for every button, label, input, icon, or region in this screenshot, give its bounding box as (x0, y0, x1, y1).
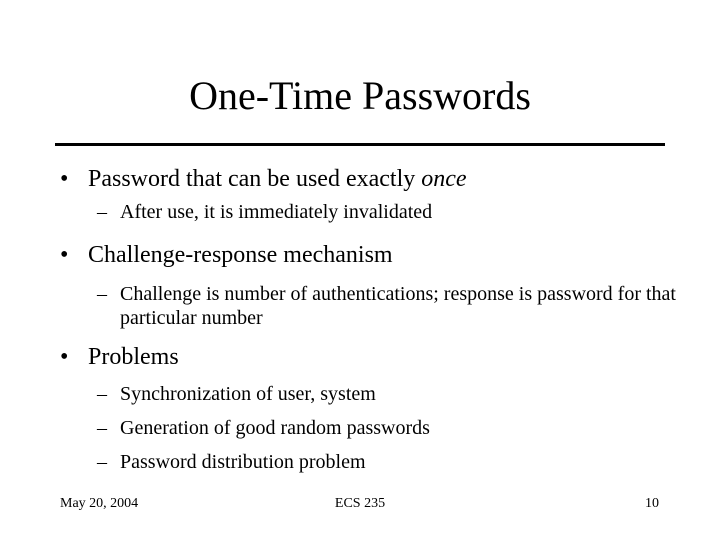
bullet-icon: • (60, 242, 69, 268)
sub-bullet-text: Password distribution problem (120, 451, 366, 473)
bullet-icon: • (60, 344, 69, 370)
bullet-item-one-time-password (60, 164, 680, 224)
footer-date: May 20, 2004 (60, 496, 139, 511)
bullet-text: Challenge-response mechanism (88, 242, 393, 268)
bullet-text: Problems (88, 344, 179, 370)
sub-bullet-item (60, 382, 680, 406)
bullet-item-challenge-response (60, 240, 680, 330)
dash-icon: – (97, 201, 107, 223)
sub-bullet-text: Synchronization of user, system (120, 383, 376, 405)
bullet-icon: • (60, 166, 69, 192)
sub-bullet-list (60, 200, 680, 224)
sub-bullet-item (60, 416, 680, 440)
dash-icon: – (97, 451, 107, 473)
bullet-item-problems (60, 342, 680, 474)
dash-icon: – (97, 383, 107, 405)
dash-icon: – (97, 283, 107, 305)
dash-icon: – (97, 417, 107, 439)
sub-bullet-item (60, 450, 680, 474)
sub-bullet-text: Challenge is number of authentications; response is password for that particular number (120, 283, 676, 329)
bullet-list (60, 164, 680, 474)
sub-bullet-text: Generation of good random passwords (120, 417, 430, 439)
sub-bullet-list (60, 382, 680, 474)
title-divider (55, 143, 665, 146)
sub-bullet-list (60, 282, 680, 330)
sub-bullet-item (60, 200, 680, 224)
bullet-text: Password that can be used exactly (88, 166, 422, 192)
page-number: 10 (645, 496, 659, 511)
slide-title: One-Time Passwords (189, 73, 531, 118)
bullet-emphasis: once (421, 166, 467, 192)
sub-bullet-text: After use, it is immediately invalidated (120, 201, 433, 223)
footer-course: ECS 235 (334, 496, 386, 511)
sub-bullet-item (60, 282, 680, 330)
